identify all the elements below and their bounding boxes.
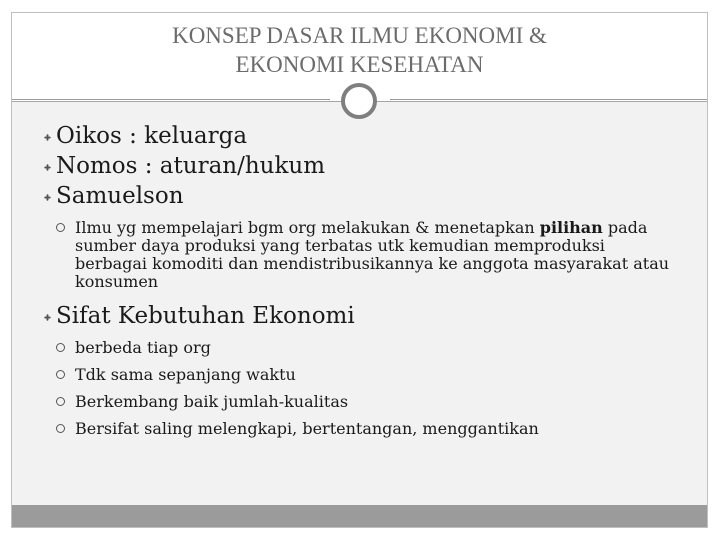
title-line-2: EKONOMI KESEHATAN xyxy=(235,52,484,77)
list-item-text: Berkembang baik jumlah-kualitas xyxy=(75,392,349,411)
list-item-text: berbeda tiap org xyxy=(75,338,211,357)
slide-content xyxy=(12,121,707,441)
bullet-text: Sifat Kebutuhan Ekonomi xyxy=(56,303,355,329)
bullet-text: Nomos : aturan/hukum xyxy=(56,153,326,179)
samuelson-definition xyxy=(12,219,707,291)
bullet-sifat xyxy=(12,301,707,331)
flower-bullet-icon xyxy=(42,192,53,203)
flower-bullet-icon xyxy=(42,162,53,173)
divider-right xyxy=(390,99,708,100)
divider-left xyxy=(12,99,330,100)
circle-bullet-icon xyxy=(56,370,65,379)
flower-bullet-icon xyxy=(42,132,53,143)
list-item-text: Tdk sama sepanjang waktu xyxy=(75,365,296,384)
divider-circle-icon xyxy=(341,83,377,119)
flower-bullet-icon xyxy=(42,312,53,323)
sifat-list xyxy=(12,335,707,441)
circle-bullet-icon xyxy=(56,397,65,406)
definition-text-before: Ilmu yg mempelajari bgm org melakukan & menetapkan xyxy=(75,218,540,237)
bullet-text: Oikos : keluarga xyxy=(56,123,248,149)
list-item xyxy=(12,389,707,414)
title-line-1: KONSEP DASAR ILMU EKONOMI & xyxy=(172,23,547,48)
bullet-oikos xyxy=(12,121,707,151)
slide xyxy=(11,12,708,528)
definition-text-after: pada sumber daya produksi yang terbatas utk kemudian memproduksi berbagai komoditi dan mendistribusikannya ke anggota masyarakat atau konsumen xyxy=(75,218,670,291)
footer-bar xyxy=(12,505,707,527)
list-item xyxy=(12,335,707,360)
list-item xyxy=(12,362,707,387)
list-item xyxy=(12,416,707,441)
bullet-text: Samuelson xyxy=(56,183,184,209)
circle-bullet-icon xyxy=(56,343,65,352)
slide-title xyxy=(12,21,707,79)
circle-bullet-icon xyxy=(56,424,65,433)
bullet-samuelson xyxy=(12,181,707,211)
definition-text-bold: pilihan xyxy=(539,218,603,237)
list-item-text: Bersifat saling melengkapi, bertentangan, menggantikan xyxy=(75,419,539,438)
circle-bullet-icon xyxy=(56,223,65,232)
bullet-nomos xyxy=(12,151,707,181)
